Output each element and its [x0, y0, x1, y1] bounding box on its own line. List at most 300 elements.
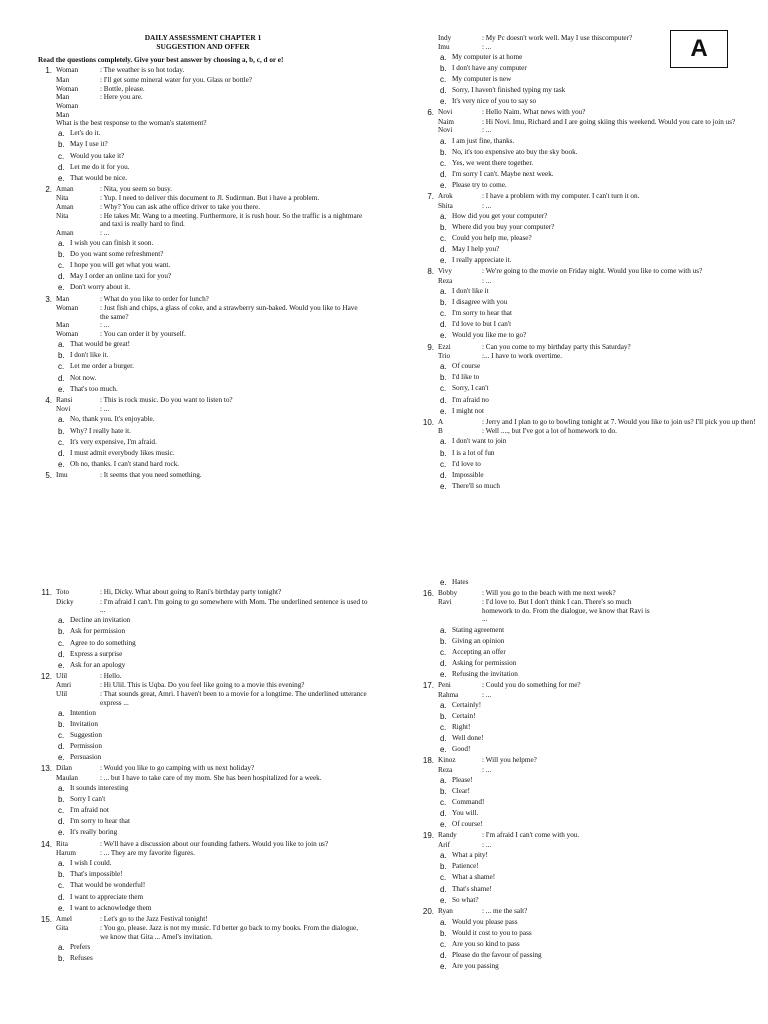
option-letter: d.	[440, 658, 447, 668]
speaker-text: : ... me the salt?	[482, 906, 528, 915]
option	[420, 701, 655, 711]
option-text: Please do the favour of passing	[452, 951, 542, 960]
dialogue-content	[56, 330, 368, 339]
option	[38, 650, 368, 660]
option-letter: c.	[440, 309, 447, 319]
option-text: Of course	[452, 362, 481, 371]
speaker-text: : Jerry and I plan to go to bowling tonight at 7. Would you like to join us? I'll pick you up then!	[482, 417, 756, 426]
option-letter: e.	[440, 331, 447, 341]
assessment-title: DAILY ASSESSMENT CHAPTER 1	[144, 33, 262, 42]
option-letter: e.	[58, 384, 65, 394]
option-letter: d.	[440, 951, 447, 961]
question-number	[420, 352, 434, 361]
option-letter: b.	[58, 795, 65, 805]
speaker-text: : Nita, you seem so busy.	[100, 184, 173, 193]
option-text: Would you please pass	[452, 917, 518, 926]
option	[38, 129, 368, 139]
option-letter: b.	[58, 627, 65, 637]
option-letter: b.	[440, 373, 447, 383]
question-block	[38, 471, 368, 481]
option-text: I want to acknowledge them	[70, 903, 152, 912]
question-number	[38, 102, 52, 111]
option	[420, 723, 655, 733]
dialogue-content	[438, 118, 765, 127]
option-text: Could you help me, please?	[452, 234, 532, 243]
dialogue-content	[56, 764, 368, 774]
version-box: A	[670, 30, 728, 68]
option	[420, 159, 765, 169]
dialogue-line	[38, 396, 368, 406]
option-text: Yes, we went there together.	[452, 158, 534, 167]
option-letter: d.	[440, 245, 447, 255]
dialogue-content	[56, 85, 368, 94]
speaker-text: : ... They are my favorite figures.	[100, 849, 195, 858]
dialogue-line	[38, 405, 368, 414]
option-letter: b.	[58, 250, 65, 260]
option-letter: e.	[440, 820, 447, 830]
speaker-name: Man	[56, 75, 70, 84]
dialogue-line	[38, 111, 368, 120]
option-text: What a pity!	[452, 851, 488, 860]
option	[420, 962, 655, 972]
page-1-left-column	[38, 34, 368, 481]
speaker-name: Amri	[56, 681, 72, 690]
question-number: 2.	[45, 184, 52, 194]
option-letter: e.	[440, 256, 447, 266]
speaker-text: : We'll have a discussion about our founding fathers. Would you like to join us?	[100, 839, 329, 848]
speaker-name: Reza	[438, 765, 453, 774]
question-number: 16.	[422, 588, 434, 598]
speaker-name: Woman	[56, 304, 79, 313]
dialogue-line	[420, 589, 655, 599]
option-text: Oh no, thanks. I can't stand hard rock.	[70, 459, 180, 468]
speaker-text: : Here you are.	[100, 93, 143, 102]
option-letter: b.	[440, 636, 447, 646]
speaker-text: : Hi Ulil. This is Uqba. Do you feel like going to a movie this evening?	[100, 681, 305, 690]
option-letter: c.	[58, 881, 65, 891]
option-text: Asking for permission	[452, 658, 517, 667]
dialogue-line	[420, 267, 765, 277]
speaker-name: Novi	[56, 405, 71, 414]
dialogue-content	[56, 471, 368, 481]
option	[420, 918, 655, 928]
speaker-text: : I'd love to. But I don't think I can. There's so much homework to do. From the dialogue, we know that Ravi is ...	[482, 598, 650, 624]
question-block	[420, 831, 655, 905]
speaker-text: : Hello Naim. What news with you?	[482, 108, 586, 117]
speaker-text: : My Pc doesn't work well. May I use thiscomputer?	[482, 34, 633, 42]
question-number	[420, 598, 434, 624]
speaker-text: : ...	[482, 42, 492, 51]
option-text: No, it's too expensive ato buy the sky book.	[452, 147, 578, 156]
option-text: Stating agreement	[452, 625, 505, 634]
dialogue-content	[56, 321, 368, 330]
dialogue-line	[420, 277, 765, 286]
option-text: Hates	[452, 577, 469, 586]
option-text: It's very nice of you to say so	[452, 97, 537, 106]
dialogue-line	[420, 202, 765, 211]
option-text: I am just fine, thanks.	[452, 136, 515, 145]
option	[420, 75, 765, 85]
dialogue-line	[38, 212, 368, 229]
question-number: 17.	[422, 681, 434, 691]
option-letter: d.	[440, 809, 447, 819]
question-number	[38, 849, 52, 858]
option	[420, 137, 765, 147]
option-letter: b.	[58, 140, 65, 150]
speaker-name: Gita	[56, 924, 69, 933]
dialogue-content	[438, 841, 655, 850]
option	[420, 951, 655, 961]
option-letter: b.	[440, 222, 447, 232]
dialogue-content	[438, 418, 765, 428]
option-text: Command!	[452, 798, 485, 807]
question-number: 6.	[427, 108, 434, 118]
option-letter: c.	[440, 939, 447, 949]
question-number	[420, 277, 434, 286]
speaker-text: : Hi Novi. Imu, Richard and I are going skiing this weekend. Would you care to join us?	[482, 117, 736, 126]
question-number: 13.	[40, 764, 52, 774]
option-text: I wish I could.	[70, 859, 112, 868]
dialogue-line	[38, 471, 368, 481]
question-number: 12.	[40, 671, 52, 681]
option-letter: e.	[440, 97, 447, 107]
option	[38, 943, 368, 953]
option-letter: a.	[440, 362, 447, 372]
dialogue-line	[38, 203, 368, 212]
speaker-text: : ...	[482, 126, 492, 135]
dialogue-content	[438, 589, 655, 599]
dialogue-line	[38, 598, 368, 615]
option-letter: a.	[58, 708, 65, 718]
dialogue-content	[56, 66, 368, 76]
speaker-name: Amel	[56, 914, 72, 923]
dialogue-content	[56, 405, 368, 414]
question-number	[38, 924, 52, 941]
option-letter: e.	[440, 962, 447, 972]
speaker-name: Harum	[56, 849, 76, 858]
option-text: Not now.	[70, 373, 97, 382]
question-number	[38, 212, 52, 229]
dialogue-line	[38, 924, 368, 941]
option	[38, 661, 368, 671]
question-number: 19.	[422, 831, 434, 841]
speaker-text: : He takes Mr. Wang to a meeting. Furthermore, it is rush hour. So the traffic is a nightmare and taxi is really hard to find.	[100, 211, 363, 229]
speaker-text: : ...	[482, 201, 492, 210]
speaker-text: : Will you helpme?	[482, 756, 537, 765]
option-text: I'm sorry I can't. Maybe next week.	[452, 169, 554, 178]
option-text: Impossible	[452, 470, 484, 479]
speaker-text: : What do you like to order for lunch?	[100, 294, 209, 303]
option	[420, 885, 655, 895]
option	[38, 351, 368, 361]
option-letter: c.	[440, 798, 447, 808]
option	[38, 140, 368, 150]
option-letter: c.	[58, 638, 65, 648]
dialogue-content	[438, 691, 655, 700]
option-letter: a.	[440, 625, 447, 635]
option	[420, 170, 765, 180]
option	[420, 148, 765, 158]
option-letter: c.	[440, 723, 447, 732]
option	[420, 234, 765, 244]
speaker-name: Imu	[438, 42, 450, 51]
option	[38, 239, 368, 249]
speaker-text: : Bottle, please.	[100, 84, 145, 93]
option-text: I disagree with you	[452, 298, 508, 307]
option-letter: a.	[58, 616, 65, 626]
dialogue-line	[38, 102, 368, 111]
option-text: I don't want to join	[452, 437, 507, 446]
question-number	[38, 405, 52, 414]
option-letter: e.	[58, 753, 65, 763]
question-number: 7.	[427, 192, 434, 202]
dialogue-content	[56, 840, 368, 850]
question-block	[420, 418, 765, 492]
option	[420, 320, 765, 330]
option-text: It's really boring	[70, 828, 118, 837]
option	[38, 362, 368, 372]
option	[420, 181, 765, 191]
option	[38, 709, 368, 719]
option-text: Please try to come.	[452, 181, 507, 189]
question-number	[420, 766, 434, 775]
option-text: Sorry, I haven't finished typing my task	[452, 86, 566, 95]
speaker-name: Ulil	[56, 690, 68, 699]
option	[420, 437, 765, 447]
option	[38, 152, 368, 162]
speaker-text: : ...	[100, 228, 110, 237]
option-text: Clear!	[452, 787, 470, 796]
dialogue-line	[38, 690, 368, 707]
option	[38, 859, 368, 869]
option	[38, 881, 368, 891]
option-letter: b.	[58, 719, 65, 729]
speaker-text: : Just fish and chips, a glass of coke, and a strawberry sun-baked. Would you like to Have the same?	[100, 304, 358, 321]
dialogue-line	[38, 321, 368, 330]
question-block	[38, 66, 368, 183]
option-text: I'm afraid no	[452, 395, 489, 404]
speaker-name: Aman	[56, 228, 74, 237]
option	[420, 362, 765, 372]
dialogue-content	[438, 192, 765, 202]
dialogue-line	[38, 840, 368, 850]
speaker-name: Shita	[438, 201, 453, 210]
question-block	[420, 343, 765, 417]
dialogue-line	[38, 849, 368, 858]
option-letter: a.	[440, 437, 447, 447]
option-text: Sorry, I can't	[452, 384, 489, 393]
option-letter: d.	[440, 470, 447, 480]
dialogue-content	[438, 681, 655, 691]
option	[38, 784, 368, 794]
option-text: Express a surprise	[70, 649, 123, 658]
option-text: I wish you can finish it soon.	[70, 239, 154, 248]
option	[420, 373, 765, 383]
question-number	[38, 93, 52, 102]
option	[38, 795, 368, 805]
speaker-name: Imu	[56, 470, 68, 479]
dialogue-content	[56, 203, 368, 212]
dialogue-line	[38, 93, 368, 102]
dialogue-content	[56, 304, 368, 321]
question-number	[38, 194, 52, 203]
dialogue-line	[420, 108, 765, 118]
option	[38, 870, 368, 880]
question-number	[38, 330, 52, 339]
speaker-name: Ulil	[56, 671, 68, 680]
question-number	[38, 203, 52, 212]
question-number: 1.	[45, 66, 52, 76]
option-text: My computer is at home	[452, 52, 523, 61]
option-text: Agree to do something	[70, 638, 136, 647]
option-text: I'd love to	[452, 459, 481, 468]
option-text: Do you want some refreshment?	[70, 250, 164, 259]
option-text: Good!	[452, 745, 471, 754]
speaker-text: : Would you like to go camping with us next holiday?	[100, 764, 255, 773]
speaker-text: : ...	[482, 690, 492, 699]
dialogue-content	[438, 766, 655, 775]
question-number: 4.	[45, 395, 52, 405]
option-letter: b.	[440, 711, 447, 721]
option	[38, 460, 368, 470]
option-letter: c.	[58, 362, 65, 372]
speaker-name: Aman	[56, 184, 74, 193]
option-text: Let me do it for you.	[70, 162, 130, 171]
option	[420, 97, 765, 107]
option-text: Well done!	[452, 734, 484, 743]
speaker-name: Arok	[438, 192, 453, 201]
dialogue-content	[56, 774, 368, 783]
option	[38, 828, 368, 838]
option	[420, 798, 655, 808]
option-letter: e.	[440, 481, 447, 491]
option-text: Patience!	[452, 862, 479, 871]
option-text: That's shame!	[452, 884, 492, 893]
dialogue-content	[56, 212, 368, 229]
speaker-name: Dilan	[56, 764, 72, 773]
page-1-right-column	[420, 34, 765, 493]
dialogue-content	[56, 396, 368, 406]
dialogue-content	[56, 229, 368, 238]
option-text: Invitation	[70, 719, 98, 728]
option-letter: e.	[440, 669, 447, 679]
option-text: I'd like to	[452, 373, 480, 382]
dialogue-content	[56, 194, 368, 203]
option-text: I'm sorry to hear that	[70, 817, 130, 826]
question-block	[38, 764, 368, 838]
option	[420, 407, 765, 417]
speaker-name: Arif	[438, 841, 450, 850]
speaker-name: Man	[56, 294, 70, 303]
option	[420, 809, 655, 819]
option	[420, 734, 655, 744]
speaker-name: Man	[56, 321, 70, 330]
speaker-text: : You can order it by yourself.	[100, 330, 186, 339]
question-number: 10.	[422, 417, 434, 427]
question-block	[420, 907, 655, 972]
option-letter: e.	[58, 459, 65, 469]
option	[420, 86, 765, 96]
speaker-text: : You go, please. Jazz is not my music. I'd better go back to my books. From the dialogue, we know that Gita ... Amel's invitation.	[100, 924, 359, 941]
option-letter: a.	[440, 287, 447, 297]
option-letter: e.	[58, 283, 65, 293]
speaker-text: : We're going to the movie on Friday night. Would you like to come with us?	[482, 267, 703, 276]
question-number	[38, 304, 52, 321]
option	[420, 223, 765, 233]
option-letter: e.	[58, 903, 65, 913]
dialogue-line	[420, 691, 655, 700]
option-letter: c.	[440, 74, 447, 84]
option-letter: b.	[58, 954, 65, 964]
option	[38, 753, 368, 763]
page-2-right-column	[420, 576, 655, 973]
option-text: Would it cost to you to pass	[452, 928, 532, 937]
dialogue-line	[38, 681, 368, 690]
speaker-text: : I'll get some mineral water for you. Glass or bottle?	[100, 75, 252, 84]
speaker-text: : That sounds great, Amri. I haven't been to a movie for a longtime. The underlined utterance express ...	[100, 690, 367, 707]
option	[38, 720, 368, 730]
speaker-name: Woman	[56, 66, 79, 75]
option	[420, 384, 765, 394]
dialogue-content	[56, 924, 368, 941]
option-text: That would be great!	[70, 340, 131, 349]
speaker-name: Novi	[438, 108, 453, 117]
speaker-name: Dicky	[56, 597, 74, 606]
option-letter: c.	[440, 459, 447, 469]
option-letter: c.	[58, 437, 65, 447]
dialogue-content	[438, 277, 765, 286]
option-text: Please!	[452, 776, 473, 785]
option-letter: e.	[440, 895, 447, 905]
option-letter: b.	[440, 928, 447, 938]
option	[38, 374, 368, 384]
option	[38, 272, 368, 282]
option	[420, 648, 655, 658]
option-text: My computer is new	[452, 74, 512, 83]
option-letter: a.	[58, 859, 65, 869]
option	[38, 438, 368, 448]
option-text: Accepting an offer	[452, 647, 506, 656]
option-letter: d.	[58, 448, 65, 458]
question-block	[420, 108, 765, 190]
option	[38, 163, 368, 173]
option-letter: d.	[440, 884, 447, 894]
option-letter: c.	[58, 151, 65, 161]
option-text: May I help you?	[452, 245, 500, 254]
question-block	[38, 840, 368, 914]
option-text: Refusing the invitation	[452, 669, 518, 678]
dialogue-line	[38, 330, 368, 339]
option-text: Suggestion	[70, 731, 102, 740]
dialogue-content	[438, 343, 765, 353]
option	[420, 449, 765, 459]
option-text: Where did you buy your computer?	[452, 222, 555, 231]
option-letter: d.	[440, 169, 447, 179]
speaker-name: Peni	[438, 681, 451, 690]
speaker-text: : Why? You can ask athe office driver to take you there.	[100, 203, 261, 212]
speaker-name: Bobby	[438, 588, 458, 597]
option	[420, 298, 765, 308]
speaker-text: : ... but I have to take care of my mom. She has been hospitalized for a week.	[100, 773, 322, 782]
option-text: I is a lot of fun	[452, 448, 495, 457]
option-text: You will.	[452, 809, 479, 818]
option-letter: d.	[58, 162, 65, 172]
speaker-name: Trio	[438, 352, 451, 361]
option-letter: a.	[58, 340, 65, 350]
dialogue-line	[38, 229, 368, 238]
speaker-text: : Will you go to the beach with me next week?	[482, 588, 616, 597]
question-number	[38, 76, 52, 85]
